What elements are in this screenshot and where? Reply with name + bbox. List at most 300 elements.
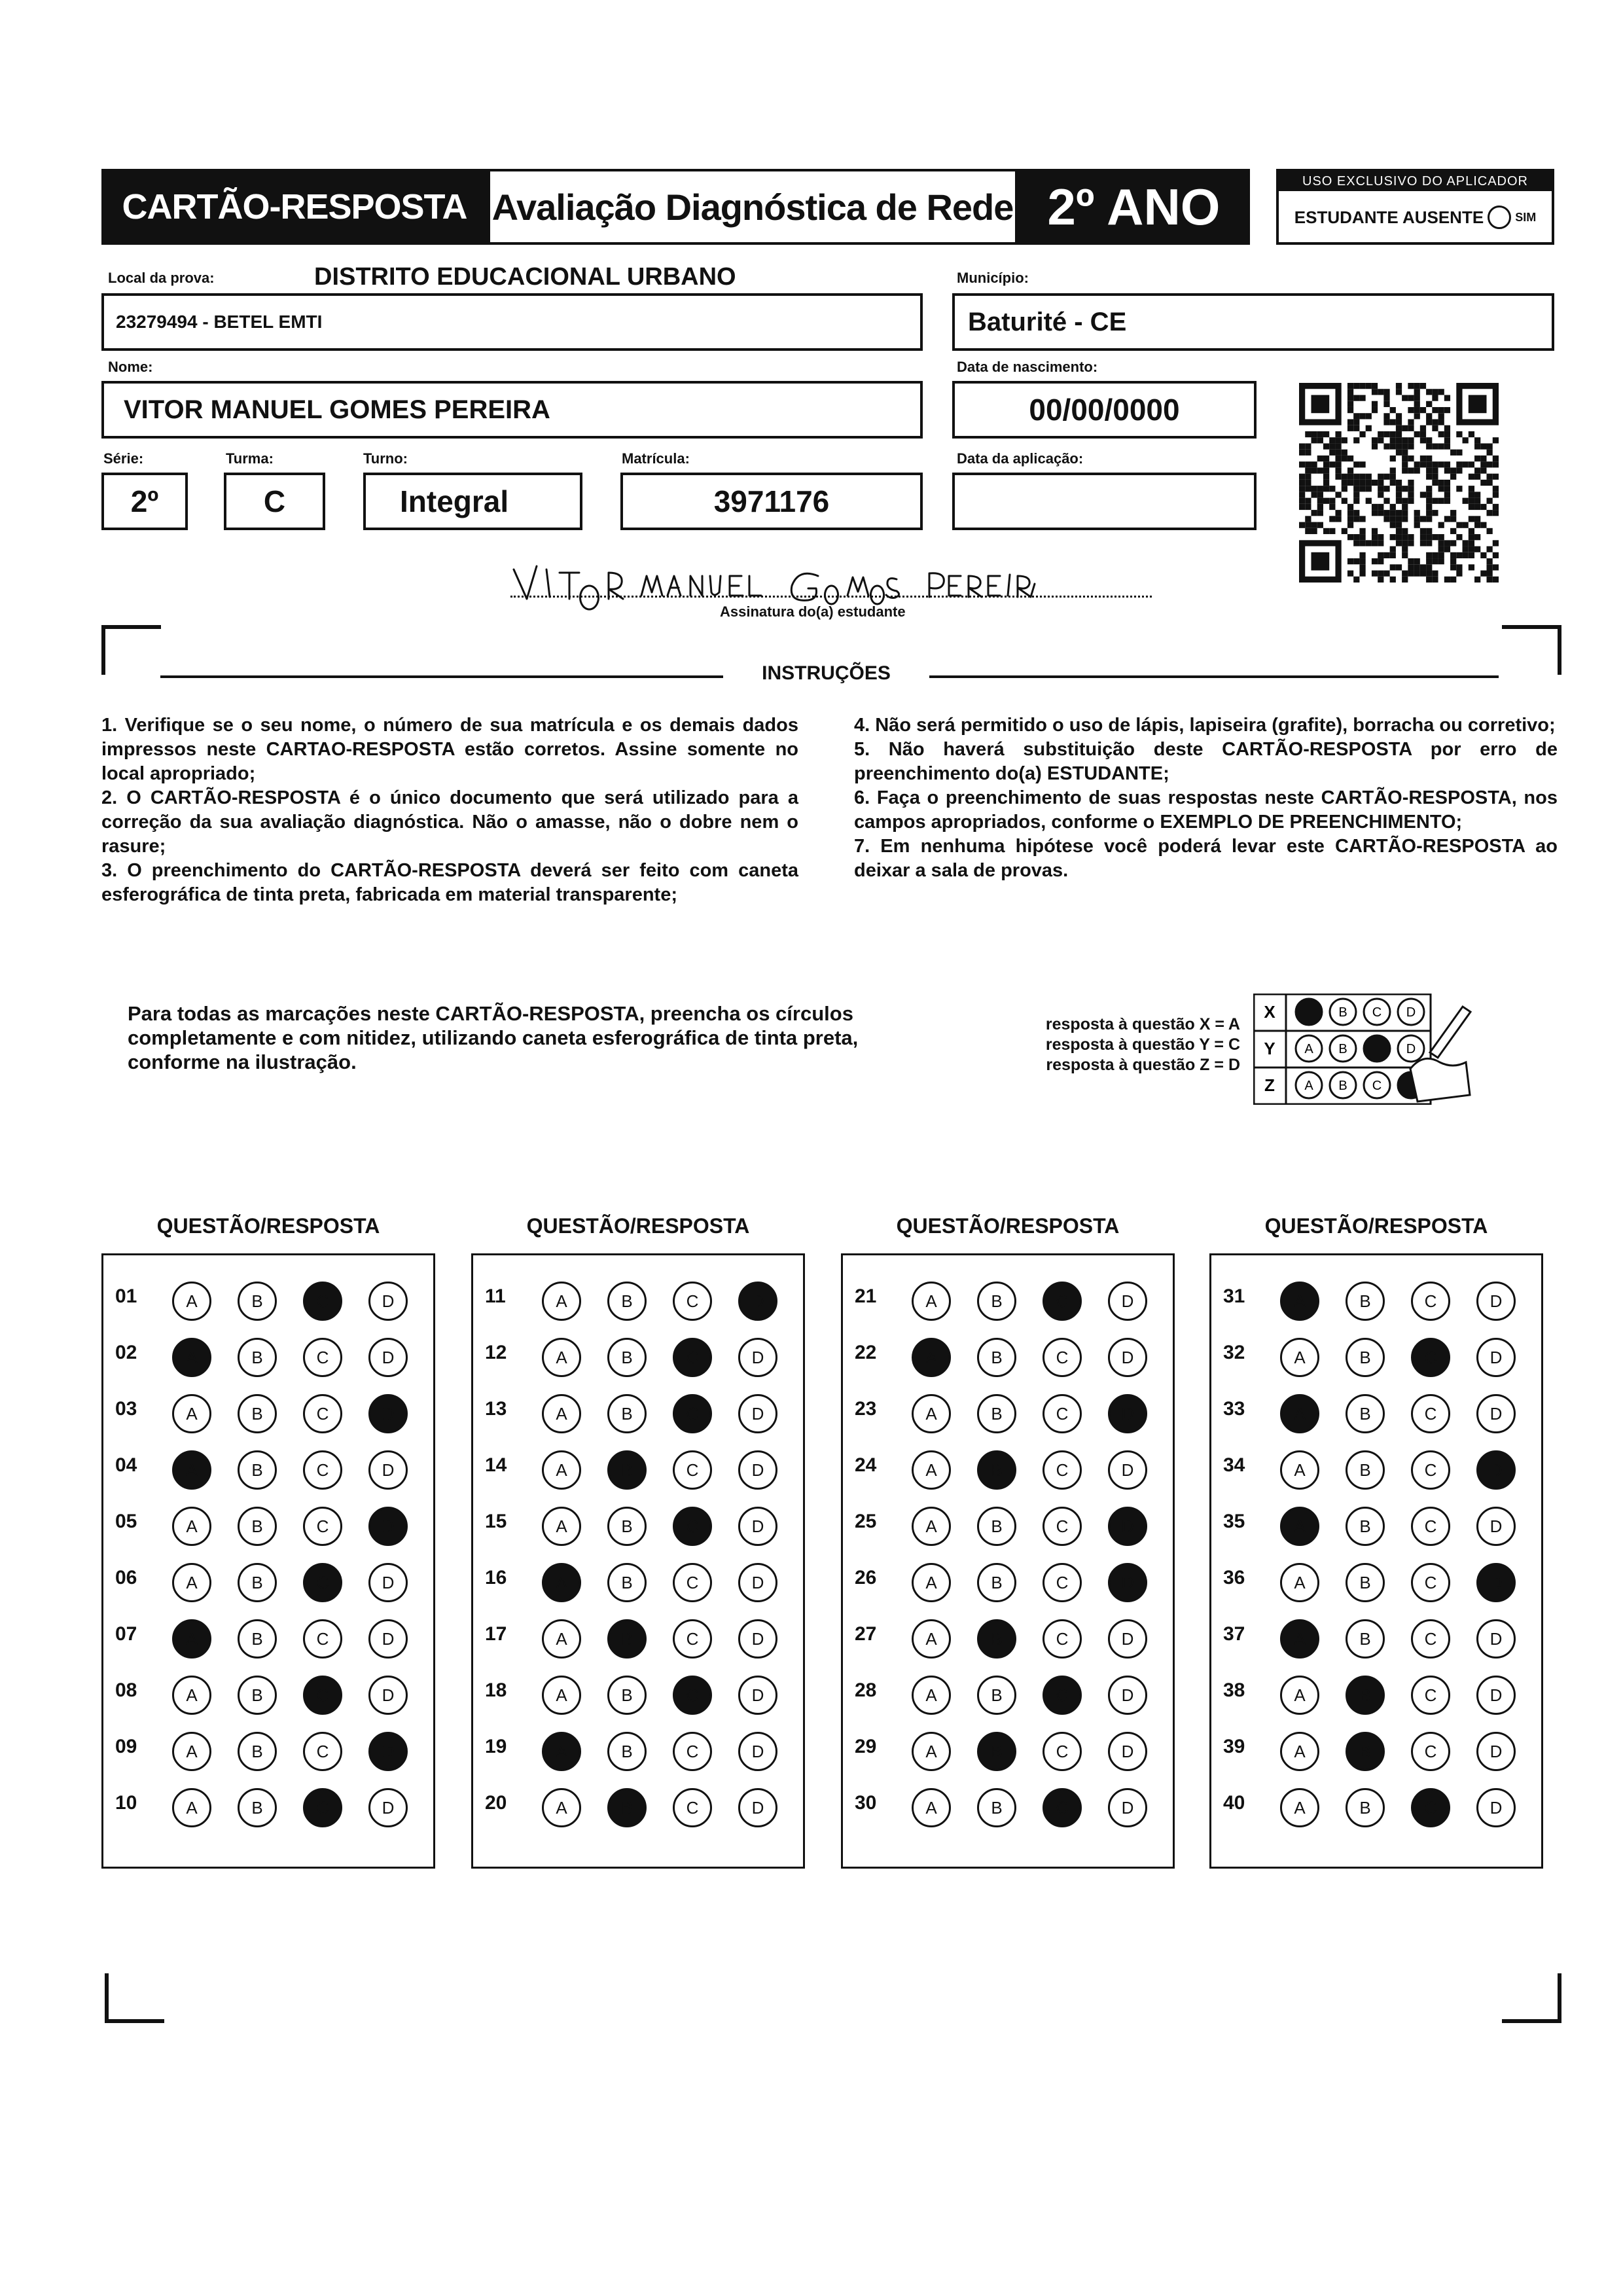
answer-bubble-d[interactable]: D — [738, 1676, 777, 1715]
question-number: 25 — [855, 1511, 877, 1532]
example-bubble-letter: B — [1338, 1079, 1347, 1093]
question-row — [843, 1664, 1173, 1720]
answer-bubble-d[interactable]: D — [1476, 1619, 1516, 1659]
answer-bubble-c[interactable]: C — [673, 1676, 712, 1715]
example-row-label: X — [1264, 1002, 1275, 1022]
answer-bubble-c[interactable]: C — [303, 1450, 342, 1490]
answer-bubble-b[interactable]: B — [1346, 1338, 1385, 1377]
example-bubble-letter: D — [1406, 1042, 1416, 1056]
answer-bubble-c[interactable]: C — [673, 1450, 712, 1490]
answer-bubble-a[interactable]: A — [912, 1450, 951, 1490]
question-number: 19 — [485, 1736, 507, 1757]
question-row — [473, 1439, 803, 1495]
answer-bubble-c[interactable]: C — [1411, 1282, 1450, 1321]
answer-bubble-c[interactable]: C — [303, 1788, 342, 1827]
answer-bubble-b[interactable]: B — [1346, 1450, 1385, 1490]
question-row — [1211, 1495, 1541, 1551]
question-row — [1211, 1776, 1541, 1833]
question-number: 29 — [855, 1736, 877, 1757]
answer-bubble-a[interactable]: A — [542, 1563, 581, 1602]
question-row — [103, 1439, 433, 1495]
answer-bubble-d[interactable]: D — [1108, 1732, 1147, 1771]
answer-bubble-d[interactable]: D — [368, 1338, 408, 1377]
question-row — [473, 1495, 803, 1551]
answer-bubble-a[interactable]: A — [912, 1676, 951, 1715]
example-bubble-letter: B — [1338, 1042, 1347, 1056]
card-title: CARTÃO-RESPOSTA — [101, 169, 488, 245]
answer-bubble-b[interactable]: B — [607, 1450, 647, 1490]
answer-bubble-a[interactable]: A — [542, 1450, 581, 1490]
instructions-divider-left — [160, 675, 723, 678]
answer-bubble-b[interactable]: B — [607, 1394, 647, 1433]
serie-field: 2º — [101, 473, 188, 530]
answer-bubble-d[interactable]: D — [1108, 1619, 1147, 1659]
answer-bubble-b[interactable]: B — [977, 1563, 1016, 1602]
answer-bubble-b[interactable]: B — [1346, 1788, 1385, 1827]
answer-bubble-a[interactable]: A — [542, 1338, 581, 1377]
answer-bubble-d[interactable]: D — [1108, 1282, 1147, 1321]
answer-bubble-a[interactable]: A — [542, 1619, 581, 1659]
answer-bubble-c[interactable]: C — [673, 1732, 712, 1771]
question-row — [1211, 1382, 1541, 1439]
answer-bubble-a[interactable]: A — [172, 1338, 211, 1377]
example-bubble-letter: A — [1304, 1042, 1313, 1056]
answer-bubble-d[interactable]: D — [1476, 1676, 1516, 1715]
question-number: 14 — [485, 1454, 507, 1476]
answer-bubble-b[interactable]: B — [1346, 1507, 1385, 1546]
question-number: 30 — [855, 1792, 877, 1814]
serie-label: Série: — [103, 450, 144, 467]
answer-bubble-d[interactable]: D — [738, 1732, 777, 1771]
question-number: 27 — [855, 1623, 877, 1645]
answer-bubble-b[interactable]: B — [238, 1619, 277, 1659]
question-row — [843, 1551, 1173, 1607]
answer-bubble-d[interactable]: D — [368, 1619, 408, 1659]
answer-bubble-c[interactable]: C — [673, 1619, 712, 1659]
question-row — [843, 1607, 1173, 1664]
answer-bubble-c[interactable]: C — [673, 1394, 712, 1433]
answer-bubble-a[interactable]: A — [172, 1619, 211, 1659]
question-number: 36 — [1223, 1567, 1245, 1588]
nascimento-label: Data de nascimento: — [957, 359, 1098, 375]
answer-bubble-c[interactable]: C — [1411, 1563, 1450, 1602]
question-row — [843, 1439, 1173, 1495]
answer-bubble-d[interactable]: D — [1476, 1450, 1516, 1490]
question-number: 28 — [855, 1679, 877, 1701]
answer-bubble-c[interactable]: C — [673, 1507, 712, 1546]
answer-bubble-c[interactable]: C — [673, 1338, 712, 1377]
answer-bubble-a[interactable]: A — [172, 1563, 211, 1602]
example-legend — [1018, 1014, 1240, 1075]
answer-bubble-b[interactable]: B — [607, 1676, 647, 1715]
answer-bubble-b[interactable]: B — [238, 1338, 277, 1377]
answer-block-3 — [841, 1253, 1175, 1869]
answer-bubble-b[interactable]: B — [977, 1394, 1016, 1433]
aplicacao-label: Data da aplicação: — [957, 450, 1084, 467]
answer-bubble-d[interactable]: D — [1108, 1394, 1147, 1433]
answer-block-4 — [1209, 1253, 1543, 1869]
instruction-item: 2. O CARTÃO-RESPOSTA é o único documento que será utilizado para a correção da sua avaliação diagnóstica. Não o amasse, não o dobre nem o rasure; — [101, 787, 798, 857]
answer-bubble-c[interactable]: C — [1411, 1394, 1450, 1433]
question-number: 37 — [1223, 1623, 1245, 1645]
answer-bubble-d[interactable]: D — [368, 1676, 408, 1715]
answer-bubble-a[interactable]: A — [1280, 1338, 1319, 1377]
answer-bubble-c[interactable]: C — [673, 1282, 712, 1321]
answer-bubble-a[interactable]: A — [912, 1732, 951, 1771]
qr-code-icon — [1296, 383, 1502, 583]
answer-bubble-d[interactable]: D — [1108, 1563, 1147, 1602]
local-value: DISTRITO EDUCACIONAL URBANO — [314, 263, 736, 291]
registration-corner-top-left — [101, 625, 161, 675]
answer-bubble-d[interactable]: D — [738, 1619, 777, 1659]
answer-bubble-a[interactable]: A — [172, 1394, 211, 1433]
question-number: 05 — [115, 1511, 137, 1532]
instruction-item: 4. Não será permitido o uso de lápis, lapiseira (grafite), borracha ou corretivo; — [854, 715, 1556, 736]
question-number: 24 — [855, 1454, 877, 1476]
turma-label: Turma: — [226, 450, 274, 467]
answer-bubble-a[interactable]: A — [912, 1507, 951, 1546]
absent-row — [1279, 191, 1552, 243]
school-field: 23279494 - BETEL EMTI — [101, 293, 923, 351]
answer-bubble-b[interactable]: B — [977, 1282, 1016, 1321]
answer-bubble-a[interactable]: A — [1280, 1676, 1319, 1715]
answer-bubble-b[interactable]: B — [977, 1619, 1016, 1659]
answer-bubble-d[interactable]: D — [368, 1282, 408, 1321]
answer-bubble-c[interactable]: C — [1043, 1338, 1082, 1377]
applicator-title: USO EXCLUSIVO DO APLICADOR — [1279, 171, 1552, 191]
block-title: QUESTÃO/RESPOSTA — [156, 1214, 380, 1238]
aplicacao-field — [952, 473, 1257, 530]
question-number: 09 — [115, 1736, 137, 1757]
answer-bubble-a[interactable]: A — [1280, 1450, 1319, 1490]
answer-bubble-a[interactable]: A — [912, 1394, 951, 1433]
answer-bubble-d[interactable]: D — [738, 1507, 777, 1546]
instruction-item: 3. O preenchimento do CARTÃO-RESPOSTA deverá ser feito com caneta esferográfica de tinta preta, fabricada em material transparente; — [101, 860, 798, 905]
answer-bubble-c[interactable]: C — [1043, 1732, 1082, 1771]
answer-bubble-b[interactable]: B — [238, 1788, 277, 1827]
question-row — [103, 1664, 433, 1720]
answer-bubble-a[interactable]: A — [1280, 1282, 1319, 1321]
question-number: 18 — [485, 1679, 507, 1701]
question-number: 07 — [115, 1623, 137, 1645]
answer-bubble-a[interactable]: A — [912, 1282, 951, 1321]
answer-bubble-a[interactable]: A — [542, 1788, 581, 1827]
answer-bubble-a[interactable]: A — [172, 1732, 211, 1771]
answer-bubble-c[interactable]: C — [1411, 1732, 1450, 1771]
question-number: 17 — [485, 1623, 507, 1645]
answer-bubble-d[interactable]: D — [368, 1788, 408, 1827]
block-title: QUESTÃO/RESPOSTA — [1264, 1214, 1488, 1238]
nascimento-field: 00/00/0000 — [952, 381, 1257, 439]
municipio-label: Município: — [957, 270, 1029, 286]
question-number: 38 — [1223, 1679, 1245, 1701]
question-number: 10 — [115, 1792, 137, 1814]
example-bubble-letter: D — [1406, 1005, 1416, 1020]
question-row — [473, 1270, 803, 1326]
instruction-item: 6. Faça o preenchimento de suas respostas neste CARTÃO-RESPOSTA, nos campos apropriados, conforme o EXEMPLO DE PREENCHIMENTO; — [854, 787, 1558, 833]
answer-bubble-d[interactable]: D — [368, 1732, 408, 1771]
question-row — [103, 1607, 433, 1664]
answer-bubble-b[interactable]: B — [238, 1450, 277, 1490]
answer-bubble-b[interactable]: B — [238, 1563, 277, 1602]
answer-bubble-b[interactable]: B — [1346, 1676, 1385, 1715]
answer-bubble-d[interactable]: D — [738, 1338, 777, 1377]
answer-bubble-c[interactable]: C — [1411, 1507, 1450, 1546]
example-bubble-letter: C — [1372, 1079, 1382, 1093]
question-number: 02 — [115, 1342, 137, 1363]
answer-bubble-c[interactable]: C — [1043, 1676, 1082, 1715]
signature-label: Assinatura do(a) estudante — [720, 603, 906, 620]
answer-bubble-c[interactable]: C — [303, 1507, 342, 1546]
absent-yes-label: SIM — [1515, 210, 1537, 224]
question-row — [473, 1382, 803, 1439]
block-title: QUESTÃO/RESPOSTA — [896, 1214, 1120, 1238]
answer-bubble-a[interactable]: A — [1280, 1563, 1319, 1602]
question-number: 16 — [485, 1567, 507, 1588]
answer-bubble-b[interactable]: B — [1346, 1619, 1385, 1659]
instructions-left-column — [101, 713, 798, 907]
answer-bubble-a[interactable]: A — [172, 1676, 211, 1715]
example-line: resposta à questão Y = C — [1045, 1035, 1240, 1054]
answer-bubble-c[interactable]: C — [1043, 1394, 1082, 1433]
question-number: 23 — [855, 1398, 877, 1420]
question-number: 04 — [115, 1454, 137, 1476]
matricula-label: Matrícula: — [622, 450, 690, 467]
answer-bubble-b[interactable]: B — [607, 1507, 647, 1546]
answer-bubble-a[interactable]: A — [912, 1619, 951, 1659]
example-line: resposta à questão X = A — [1045, 1015, 1240, 1033]
municipio-field: Baturité - CE — [952, 293, 1554, 351]
example-bubble-letter: C — [1372, 1005, 1382, 1020]
question-number: 15 — [485, 1511, 507, 1532]
answer-bubble-d[interactable]: D — [1476, 1507, 1516, 1546]
answer-bubble-b[interactable]: B — [977, 1676, 1016, 1715]
answer-bubble-a[interactable]: A — [912, 1788, 951, 1827]
answer-bubble-c[interactable]: C — [303, 1282, 342, 1321]
question-number: 35 — [1223, 1511, 1245, 1532]
answer-bubble-a[interactable]: A — [172, 1788, 211, 1827]
answer-bubble-b[interactable]: B — [607, 1563, 647, 1602]
question-row — [103, 1270, 433, 1326]
instructions-title: INSTRUÇÕES — [762, 662, 891, 684]
answer-bubble-b[interactable]: B — [607, 1338, 647, 1377]
question-number: 34 — [1223, 1454, 1245, 1476]
answer-bubble-a[interactable]: A — [172, 1450, 211, 1490]
question-row — [843, 1776, 1173, 1833]
answer-bubble-d[interactable]: D — [738, 1282, 777, 1321]
absent-bubble[interactable] — [1488, 206, 1511, 229]
answer-bubble-b[interactable]: B — [1346, 1394, 1385, 1433]
question-row — [1211, 1326, 1541, 1382]
answer-bubble-b[interactable]: B — [238, 1282, 277, 1321]
example-row-label: Z — [1264, 1075, 1275, 1095]
example-bubble-a — [1296, 999, 1322, 1025]
question-row — [1211, 1270, 1541, 1326]
question-number: 33 — [1223, 1398, 1245, 1420]
answer-bubble-c[interactable]: C — [1043, 1619, 1082, 1659]
registration-corner-top-right — [1502, 625, 1561, 675]
answer-bubble-d[interactable]: D — [1108, 1788, 1147, 1827]
answer-bubble-c[interactable]: C — [303, 1732, 342, 1771]
question-number: 01 — [115, 1285, 137, 1307]
example-line: resposta à questão Z = D — [1046, 1056, 1240, 1074]
answer-bubble-d[interactable]: D — [738, 1394, 777, 1433]
answer-bubble-b[interactable]: B — [607, 1282, 647, 1321]
question-number: 11 — [485, 1285, 506, 1307]
answer-bubble-c[interactable]: C — [1411, 1676, 1450, 1715]
answer-bubble-b[interactable]: B — [238, 1394, 277, 1433]
instruction-item: 7. Em nenhuma hipótese você poderá levar este CARTÃO-RESPOSTA ao deixar a sala de provas. — [854, 836, 1558, 881]
question-row — [473, 1664, 803, 1720]
answer-bubble-c[interactable]: C — [1411, 1619, 1450, 1659]
question-row — [473, 1720, 803, 1776]
answer-bubble-d[interactable]: D — [1108, 1338, 1147, 1377]
nome-label: Nome: — [108, 359, 153, 375]
answer-bubble-c[interactable]: C — [1043, 1563, 1082, 1602]
example-bubble-c — [1364, 1035, 1390, 1062]
answer-bubble-a[interactable]: A — [542, 1394, 581, 1433]
answer-bubble-a[interactable]: A — [1280, 1788, 1319, 1827]
answer-bubble-c[interactable]: C — [1043, 1788, 1082, 1827]
question-row — [103, 1551, 433, 1607]
question-number: 22 — [855, 1342, 877, 1363]
answer-bubble-b[interactable]: B — [238, 1732, 277, 1771]
answer-bubble-b[interactable]: B — [977, 1450, 1016, 1490]
question-row — [473, 1776, 803, 1833]
question-row — [473, 1326, 803, 1382]
answer-bubble-b[interactable]: B — [977, 1788, 1016, 1827]
answer-bubble-b[interactable]: B — [238, 1507, 277, 1546]
matricula-field: 3971176 — [620, 473, 923, 530]
answer-bubble-d[interactable]: D — [1476, 1282, 1516, 1321]
answer-bubble-c[interactable]: C — [303, 1394, 342, 1433]
answer-bubble-b[interactable]: B — [977, 1507, 1016, 1546]
applicator-box — [1276, 169, 1554, 245]
answer-bubble-b[interactable]: B — [607, 1788, 647, 1827]
registration-corner-bottom-left — [105, 1973, 164, 2023]
answer-bubble-a[interactable]: A — [1280, 1394, 1319, 1433]
answer-bubble-c[interactable]: C — [303, 1676, 342, 1715]
question-number: 06 — [115, 1567, 137, 1588]
answer-bubble-d[interactable]: D — [368, 1563, 408, 1602]
answer-bubble-d[interactable]: D — [1108, 1507, 1147, 1546]
answer-bubble-a[interactable]: A — [912, 1338, 951, 1377]
turno-field: Integral — [363, 473, 582, 530]
answer-bubble-a[interactable]: A — [542, 1732, 581, 1771]
question-number: 13 — [485, 1398, 507, 1420]
answer-bubble-b[interactable]: B — [1346, 1282, 1385, 1321]
answer-bubble-d[interactable]: D — [1476, 1338, 1516, 1377]
answer-bubble-c[interactable]: C — [673, 1563, 712, 1602]
answer-bubble-c[interactable]: C — [303, 1563, 342, 1602]
question-row — [1211, 1551, 1541, 1607]
answer-bubble-b[interactable]: B — [238, 1676, 277, 1715]
answer-bubble-c[interactable]: C — [1043, 1507, 1082, 1546]
answer-bubble-b[interactable]: B — [977, 1338, 1016, 1377]
question-row — [103, 1495, 433, 1551]
instruction-item: 5. Não haverá substituição deste CARTÃO-RESPOSTA por erro de preenchimento do(a) ESTUDANTE; — [854, 739, 1558, 784]
registration-corner-bottom-right — [1502, 1973, 1561, 2023]
question-row — [473, 1551, 803, 1607]
answer-bubble-c[interactable]: C — [303, 1619, 342, 1659]
answer-bubble-b[interactable]: B — [1346, 1732, 1385, 1771]
answer-bubble-d[interactable]: D — [1476, 1788, 1516, 1827]
exam-title: Avaliação Diagnóstica de Rede — [488, 169, 1018, 245]
question-row — [843, 1495, 1173, 1551]
answer-bubble-b[interactable]: B — [977, 1732, 1016, 1771]
answer-bubble-c[interactable]: C — [1043, 1450, 1082, 1490]
answer-bubble-d[interactable]: D — [1476, 1732, 1516, 1771]
question-row — [1211, 1439, 1541, 1495]
answer-bubble-c[interactable]: C — [1043, 1282, 1082, 1321]
fill-example-illustration — [1253, 994, 1472, 1105]
answer-bubble-c[interactable]: C — [303, 1338, 342, 1377]
question-row — [843, 1326, 1173, 1382]
question-row — [103, 1720, 433, 1776]
question-number: 12 — [485, 1342, 507, 1363]
answer-bubble-a[interactable]: A — [172, 1507, 211, 1546]
question-number: 31 — [1223, 1285, 1245, 1307]
answer-bubble-a[interactable]: A — [912, 1563, 951, 1602]
turma-field: C — [224, 473, 325, 530]
answer-bubble-a[interactable]: A — [172, 1282, 211, 1321]
answer-bubble-c[interactable]: C — [1411, 1338, 1450, 1377]
question-number: 32 — [1223, 1342, 1245, 1363]
question-row — [843, 1720, 1173, 1776]
absent-label: ESTUDANTE AUSENTE — [1294, 207, 1484, 227]
question-number: 21 — [855, 1285, 877, 1307]
answer-bubble-c[interactable]: C — [1411, 1788, 1450, 1827]
answer-bubble-d[interactable]: D — [368, 1450, 408, 1490]
answer-bubble-c[interactable]: C — [1411, 1450, 1450, 1490]
question-number: 39 — [1223, 1736, 1245, 1757]
fill-instruction: Para todas as marcações neste CARTÃO-RESPOSTA, preencha os círculos completamente e com nitidez, utilizando caneta esferográfica de tinta preta, conforme na ilustração. — [128, 1002, 859, 1073]
answer-bubble-a[interactable]: A — [542, 1282, 581, 1321]
answer-bubble-a[interactable]: A — [542, 1507, 581, 1546]
answer-bubble-d[interactable]: D — [738, 1450, 777, 1490]
question-number: 40 — [1223, 1792, 1245, 1814]
answer-bubble-a[interactable]: A — [1280, 1732, 1319, 1771]
block-title: QUESTÃO/RESPOSTA — [526, 1214, 750, 1238]
answer-bubble-d[interactable]: D — [738, 1788, 777, 1827]
question-number: 20 — [485, 1792, 507, 1814]
answer-bubble-b[interactable]: B — [607, 1732, 647, 1771]
answer-bubble-d[interactable]: D — [1108, 1450, 1147, 1490]
grade-label: 2º ANO — [1018, 169, 1250, 245]
question-row — [843, 1382, 1173, 1439]
question-row — [473, 1607, 803, 1664]
answer-bubble-b[interactable]: B — [607, 1619, 647, 1659]
answer-bubble-a[interactable]: A — [1280, 1619, 1319, 1659]
answer-bubble-a[interactable]: A — [1280, 1507, 1319, 1546]
answer-bubble-d[interactable]: D — [738, 1563, 777, 1602]
instructions-right-column — [854, 713, 1558, 883]
answer-bubble-d[interactable]: D — [1476, 1563, 1516, 1602]
answer-bubble-d[interactable]: D — [1476, 1394, 1516, 1433]
answer-bubble-d[interactable]: D — [368, 1394, 408, 1433]
question-row — [1211, 1720, 1541, 1776]
example-bubble-letter: A — [1304, 1079, 1313, 1093]
answer-bubble-b[interactable]: B — [1346, 1563, 1385, 1602]
answer-bubble-c[interactable]: C — [673, 1788, 712, 1827]
answer-bubble-d[interactable]: D — [1108, 1676, 1147, 1715]
answer-bubble-a[interactable]: A — [542, 1676, 581, 1715]
instruction-item: 1. Verifique se o seu nome, o número de sua matrícula e os demais dados impressos neste CARTAO-RESPOSTA estão corretos. Assine somente no local apropriado; — [101, 715, 798, 784]
signature-line — [510, 596, 1152, 598]
question-row — [103, 1382, 433, 1439]
answer-bubble-d[interactable]: D — [368, 1507, 408, 1546]
nome-field: VITOR MANUEL GOMES PEREIRA — [101, 381, 923, 439]
